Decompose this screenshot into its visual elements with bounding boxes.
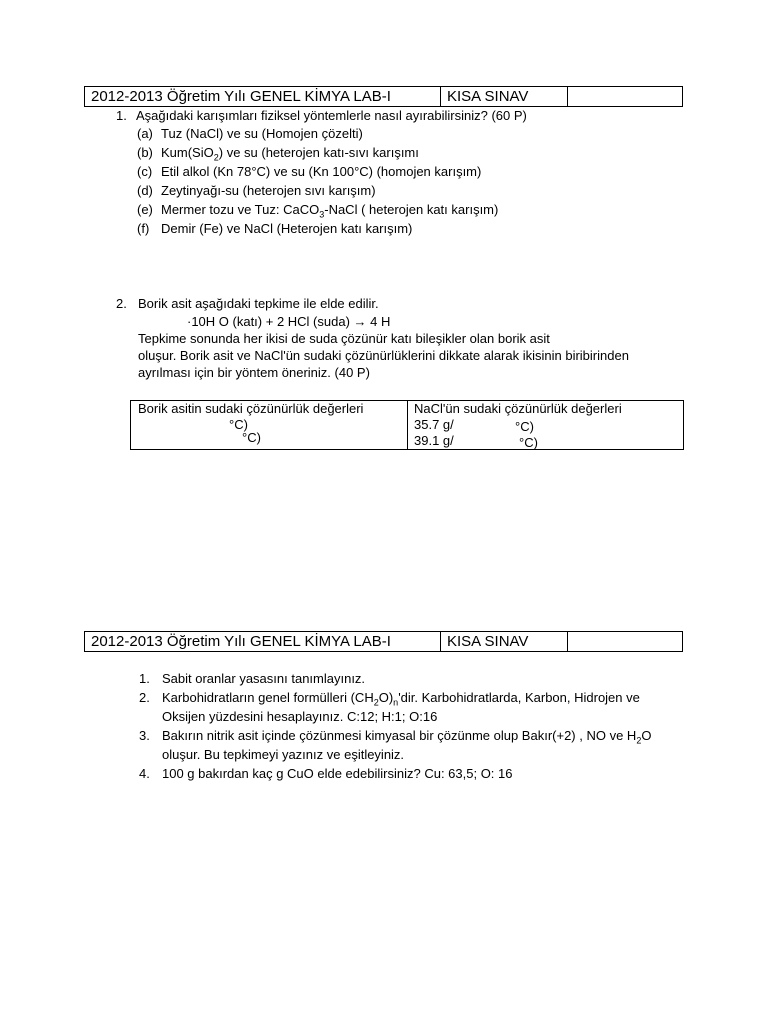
- table-left-header: Borik asitin sudaki çözünürlük değerleri: [138, 401, 364, 416]
- q1-text: Aşağıdaki karışımları fiziksel yöntemlerle nasıl ayırabilirsiniz? (60 P): [136, 108, 527, 123]
- q2-line-4: oluşur. Borik asit ve NaCl'ün sudaki çözünürlüklerini dikkate alarak ikisinin biribirinden: [138, 348, 629, 363]
- exam1-header-title: 2012-2013 Öğretim Yılı GENEL KİMYA LAB-I: [91, 88, 391, 105]
- q2-line-2-reaction: ·10H O (katı) + 2 HCl (suda) → 4 H: [187, 314, 391, 329]
- exam2-q1-line-1: Sabit oranlar yasasını tanımlayınız.: [162, 671, 366, 686]
- exam1-header-table: [84, 86, 683, 107]
- table-right-row-2-value: 39.1 g/: [414, 433, 454, 448]
- exam2-q2-line-1: Karbohidratların genel formülleri $(CH_2O)_n'dir$. Karbohidratlarda, Karbon, Hidrojen ve: [162, 690, 640, 708]
- q1-item-d-label: (d): [137, 183, 153, 198]
- q2-line-3: Tepkime sonunda her ikisi de suda çözünür katı bileşikler olan borik asit: [138, 331, 550, 346]
- exam2-header-blank-cell: [567, 632, 684, 651]
- table-left-row-2: °C): [242, 430, 261, 445]
- table-right-header: NaCl'ün sudaki çözünürlük değerleri: [414, 401, 622, 416]
- q1-item-b-label: (b): [137, 145, 153, 160]
- table-right-row-1-value: 35.7 g/: [414, 417, 454, 432]
- exam2-q4-number: 4.: [139, 766, 150, 781]
- q2-number: 2.: [116, 296, 127, 311]
- exam2-q1-number: 1.: [139, 671, 150, 686]
- q1-item-b-text: Kum(SiO$_2$) ve su (heterojen katı-sıvı karışımı: [161, 145, 419, 163]
- exam1-header-blank-cell: [567, 87, 684, 106]
- table-right-row-1-unit: °C): [515, 419, 534, 434]
- table-left-row-1: °C): [229, 417, 248, 432]
- q1-item-f-label: (f): [137, 221, 150, 236]
- q1-item-c-text: Etil alkol (Kn 78°C) ve su (Kn 100°C) (homojen karışım): [161, 164, 482, 179]
- q1-item-d-text: Zeytinyağı-su (heterojen sıvı karışım): [161, 183, 376, 198]
- q1-item-c-label: (c): [137, 164, 153, 179]
- exam2-q3-line-2: oluşur. Bu tepkimeyi yazınız ve eşitleyiniz.: [162, 747, 405, 762]
- exam2-header-tag: KISA SINAV: [440, 632, 567, 651]
- q2-line-5: ayrılması için bir yöntem öneriniz. (40 P): [138, 365, 370, 380]
- q1-item-e-text: Mermer tozu ve Tuz: CaCO$_3$-NaCl ( heterojen katı karışım): [161, 202, 499, 220]
- q1-item-a-label: (a): [137, 126, 153, 141]
- exam2-header-title: 2012-2013 Öğretim Yılı GENEL KİMYA LAB-I: [91, 633, 391, 650]
- exam2-header-table: [84, 631, 683, 652]
- exam1-header-tag: KISA SINAV: [440, 87, 567, 106]
- solubility-table: [130, 400, 684, 450]
- exam2-q2-number: 2.: [139, 690, 150, 705]
- q2-line-1: Borik asit aşağıdaki tepkime ile elde edilir.: [138, 296, 379, 311]
- table-right-row-2-unit: °C): [519, 435, 538, 450]
- table-divider: [407, 401, 408, 449]
- exam2-q3-line-1: Bakırın nitrik asit içinde çözünmesi kimyasal bir çözünme olup Bakır(+2) , NO ve $H_2O$: [162, 728, 652, 746]
- q1-number: 1.: [116, 108, 127, 123]
- exam2-q3-number: 3.: [139, 728, 150, 743]
- exam2-q2-line-2: Oksijen yüzdesini hesaplayınız. C:12; H:1; O:16: [162, 709, 438, 724]
- q1-item-f-text: Demir (Fe) ve NaCl (Heterojen katı karışım): [161, 221, 413, 236]
- q1-item-a-text: Tuz (NaCl) ve su (Homojen çözelti): [161, 126, 363, 141]
- q1-item-e-label: (e): [137, 202, 153, 217]
- exam2-q4-line-1: 100 g bakırdan kaç g CuO elde edebilirsiniz? Cu: 63,5; O: 16: [162, 766, 513, 781]
